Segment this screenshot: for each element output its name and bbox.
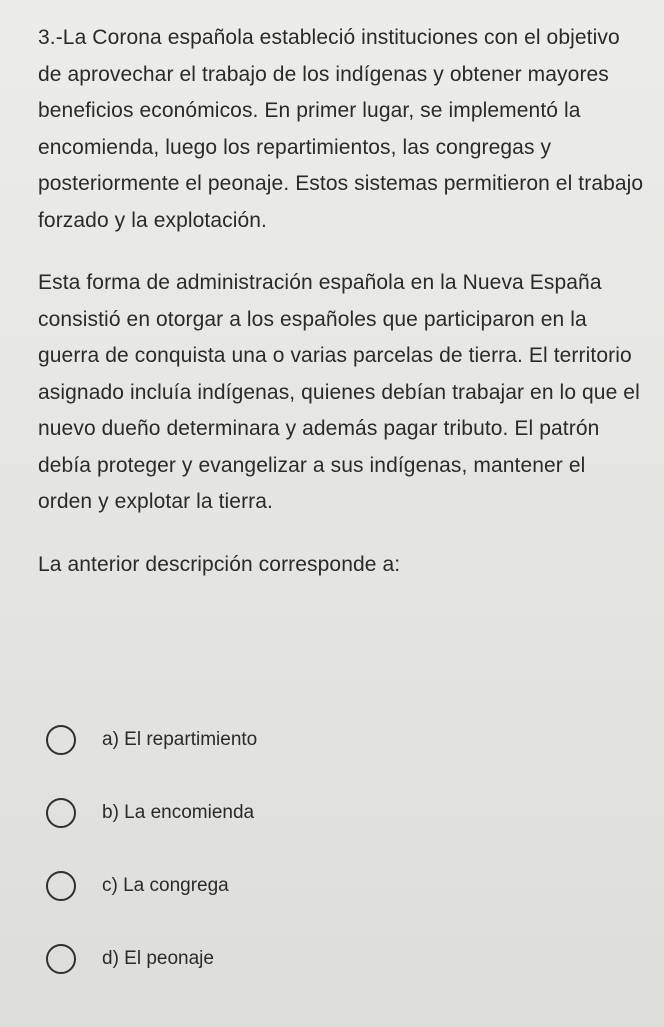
question-prompt: La anterior descripción corresponde a: <box>38 552 401 576</box>
option-label: c) La congrega <box>102 875 229 896</box>
option-d[interactable] <box>46 939 606 979</box>
option-label: a) El repartimiento <box>102 729 258 750</box>
radio-button-icon[interactable] <box>46 871 76 901</box>
option-b[interactable] <box>46 793 606 833</box>
option-a[interactable] <box>46 720 606 760</box>
question-description-paragraph: Esta forma de administración española en la Nueva España consistió en otorgar a los españoles que participaron en la guerra de conquista una o varias parcelas de tierra. El territorio asignado incluía indígenas, quienes debían trabajar en lo que el nuevo dueño determinara y además pagar tributo. El patrón debía proteger y evangelizar a sus indígenas, mantener el orden y explotar la tierra. <box>38 271 640 513</box>
radio-button-icon[interactable] <box>46 725 76 755</box>
question-context-paragraph: 3.-La Corona española estableció instituciones con el objetivo de aprovechar el trabajo de los indígenas y obtener mayores beneficios económicos. En primer lugar, se implementó la encomienda, luego los repartimientos, las congregas y posteriormente el peonaje. Estos sistemas permitieron el trabajo forzado y la explotación. <box>38 26 644 232</box>
radio-button-icon[interactable] <box>46 944 76 974</box>
answer-options <box>46 720 606 1012</box>
radio-button-icon[interactable] <box>46 798 76 828</box>
option-label: d) El peonaje <box>102 948 214 969</box>
option-c[interactable] <box>46 866 606 906</box>
option-label: b) La encomienda <box>102 802 255 823</box>
